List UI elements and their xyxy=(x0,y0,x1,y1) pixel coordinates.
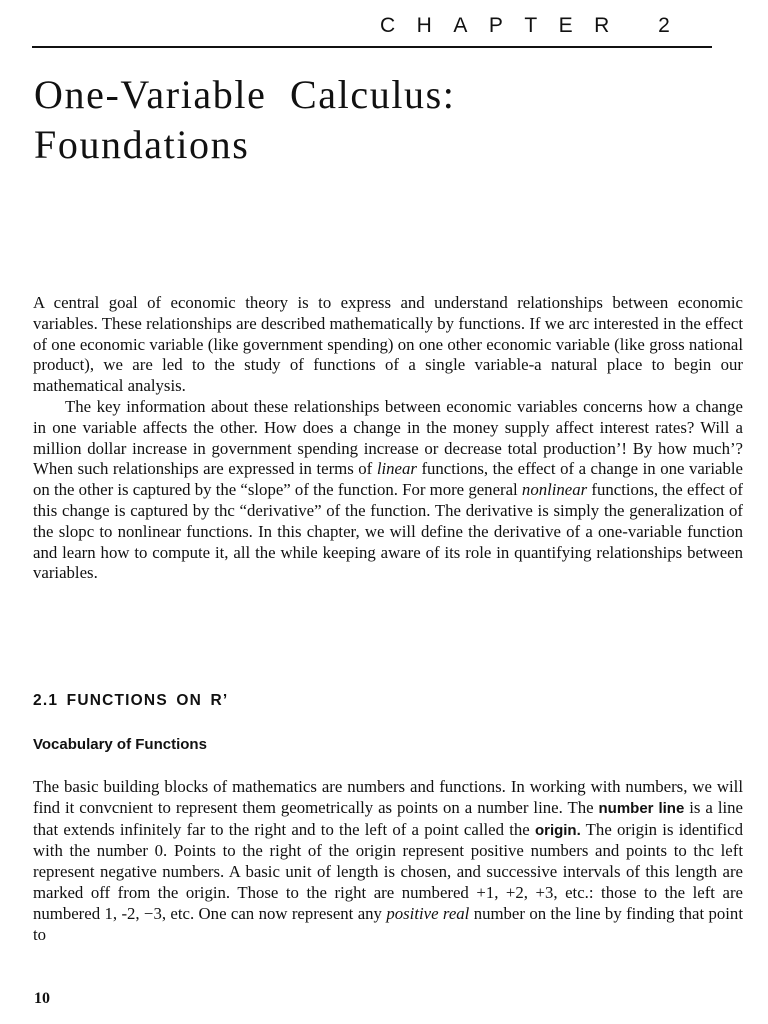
term-positive-real: positive real xyxy=(386,903,470,923)
term-linear: linear xyxy=(376,459,417,479)
section-paragraph-part-d: number on the line by finding that point to xyxy=(33,903,743,944)
chapter-title-line-2: Foundations xyxy=(34,122,250,167)
section-paragraph-part-a: The basic building blocks of mathematics are numbers and functions. In working with numbers, we will find it convcnient to represent them geometrically as points on a number line. The xyxy=(33,777,743,817)
intro-paragraph-2-part-b: functions, the effect of a change in one variable on the other is captured by the “slope” of the function. For more general xyxy=(33,459,743,500)
intro-paragraph-2-part-c: functions, the effect of this change is captured by thc “derivative” of the function. The derivative is simply the generalization of the slopc to nonlinear functions. In this chapter, we will define the derivative of a one-variable function and learn how to compute it, all the while keeping aware of its role in quantifying relationships between variables. xyxy=(33,480,744,583)
header-rule xyxy=(32,46,712,48)
section-subheading: Vocabulary of Functions xyxy=(33,736,207,753)
chapter-title-line-1: One-Variable Calculus: xyxy=(34,72,456,117)
intro-paragraph-2 xyxy=(33,397,743,584)
section-heading: 2.1 FUNCTIONS ON R’ xyxy=(33,692,229,709)
chapter-title xyxy=(34,70,456,170)
intro-paragraph-2-part-a: The key information about these relationships between economic variables concerns how a change in one variable affects the other. How does a change in the money supply affect interest rates? Will a million dollar increase in government spending increase or decrease total production’! By how much’? When such relationships are expressed in terms of xyxy=(33,396,743,479)
term-origin: origin. xyxy=(534,821,581,839)
section-paragraph xyxy=(33,777,743,945)
term-number-line: number line xyxy=(598,799,685,817)
page-number: 10 xyxy=(34,990,50,1007)
section-text xyxy=(33,777,743,945)
term-nonlinear: nonlinear xyxy=(521,480,588,500)
section-paragraph-part-b: is a line that extends infinitely far to the right and to the left of a point called the xyxy=(33,797,743,839)
chapter-label: CHAPTER 2 xyxy=(380,14,692,37)
intro-text xyxy=(33,293,743,584)
section-paragraph-part-c: The origin is identificd with the number 0. Points to the right of the origin represent positive numbers and points to thc left represent negative numbers. A basic unit of length is chosen, and successive intervals of this length are marked off from the origin. Those to the right are numbered +1, +2, +3, etc.: those to the left are numbered 1, -2, −3, etc. One can now represent any xyxy=(33,819,744,923)
intro-paragraph-1: A central goal of economic theory is to express and understand relationships between economic variables. These relationships are described mathematically by functions. If we arc interested in the effect of one economic variable (like government spending) on one other economic variable (like gross national product), we are led to the study of functions of a single variable-a natural place to begin our mathematical analysis. xyxy=(33,293,743,396)
